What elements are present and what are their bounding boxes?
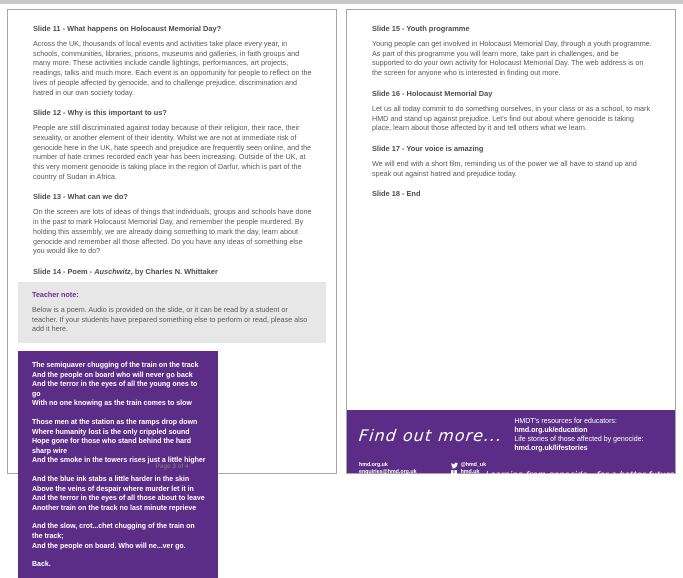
contact-details [359,462,417,482]
window-top-edge [0,0,683,4]
banner-tagline: Learning from genocide - for a better future [485,470,676,479]
page-number: Page 3 of 4 [155,463,189,470]
poem-stanza [32,522,206,551]
poem-stanza [32,475,206,513]
teacher-note-label: Teacher note: [32,289,79,299]
resource-label: HMDT's resources for educators: [514,418,617,425]
facebook-icon [451,469,458,476]
slide-note-heading: Slide 16 - Holocaust Memorial Day [372,88,493,98]
document-page-4 [346,9,676,482]
poem-line: Where humanity lost is the only crippled sound [32,428,190,436]
teacher-note-box [18,282,326,343]
slide-note-heading: Slide 12 - Why is this important to us? [33,108,167,118]
resource-url: hmd.org.uk/lifestories [514,445,588,452]
poem-line: And the smoke in the towers rises just a little higher [32,457,206,465]
social-handle: hmd.uk [460,469,480,475]
poem-line: Another train on the track no last minute reprieve [32,504,197,512]
document-page-3 [7,9,337,569]
heading-italic-title: Auschwitz [94,266,131,276]
poem-line: Those men at the station as the ramps drop down [32,419,198,427]
right-page-slide-notes [357,24,665,199]
poem-line: Above the veins of despair where murder let it in [32,485,194,493]
heading-prefix: Slide 14 - Poem - [33,266,95,276]
social-links [451,462,486,476]
poem-line: With no one knowing as the train comes to slow [32,400,192,408]
slide-note-heading: Slide 17 - Your voice is amazing [372,143,484,153]
twitter-icon [451,462,458,469]
contact-line: enquiries@hmd.org.uk [359,468,417,475]
poem-line: And the people on board who will never go back [32,371,193,379]
poem-stanzas [32,361,206,551]
slide-note-body: On the screen are lots of ideas of things that individuals, groups and schools have done in the past to mark Holocaust Memorial Day, and remember the people murdered. By holding this assembly, we are already doing something to mark the day, learn about genocide and remember all those affected. Do you have any ideas of something else you would like to do? [33,207,312,256]
find-out-more-banner [347,410,676,482]
poem-stanza [32,418,206,466]
teacher-note-body: Below is a poem. Audio is provided on the slide, or it can be read by a student or teacher. If your students have prepared something else to perform or read, please also add it here. [32,304,308,334]
banner-resource-line [514,417,667,435]
poem-line: The semiquaver chugging of the train on the track [32,362,199,370]
poem-stanza [32,361,206,409]
poem-line: And the people on board. Who will ne...ver go. [32,542,186,550]
slide-note-heading: Slide 13 - What can we do? [33,192,128,202]
social-row [451,469,486,476]
left-page-slide-notes [18,24,326,277]
heading-suffix: , by Charles N. Whittaker [130,266,218,276]
slide-note-body: Let us all today commit to do something ourselves, in your class or as a school, to mark HMD and stand up against prejudice. Let's find out about where genocide is taking place, learn about those affected by it and tell others what we learn. [372,103,651,133]
slide-note-body: Across the UK, thousands of local events and activities take place every year, in schools, communities, libraries, prisons, museums and galleries, in faith groups and many more. These activities include candle lightings, performances, art projects, readings, talks and much more. Each event is an opportunity for people to reflect on the lives of people affected by genocide, and to challenge prejudice, discrimination and hatred in our own society today. [33,39,312,97]
banner-resource-links [514,417,667,453]
social-row [451,462,486,469]
banner-title: Find out more... [358,425,504,445]
facebook-glyph: f [451,470,457,476]
slide-note-body: Young people can get involved in Holocaust Memorial Day, through a youth programme. As part of this programme you will learn more, take part in challenges, and be supported to do your own activity for Holocaust Memorial Day. The web address is on the screen for anyone who is interested in finding out more. [372,39,652,78]
resource-label: Life stories of those affected by genocide: [514,436,644,443]
poem-line: Hope gone for those who stand behind the hard sharp wire [32,438,192,455]
slide-note-heading: Slide 18 - End [372,189,421,199]
slide-note-body: We will end with a short film, reminding us of the power we all have to stand up and speak out against hatred and prejudice today. [372,158,637,178]
slide-note-heading: Slide 11 - What happens on Holocaust Memorial Day? [33,24,222,33]
poem-line: And the blue ink stabs a little harder in the skin [32,476,190,483]
poem-line: And the terror in the eyes of all the young ones to go [32,381,198,398]
resource-url: hmd.org.uk/education [514,427,588,434]
contact-line: 020 7785 7029 [359,475,395,482]
poem-line: And the slow, crot...chet chugging of the train on the track; [32,523,195,540]
contact-line: hmd.org.uk [359,462,388,468]
banner-resource-line [514,435,667,453]
poem-line: And the terror in the eyes of all those about to leave [32,495,205,503]
slide-note-heading [33,267,313,277]
social-handle: @hmd_uk [460,462,487,468]
slide-note-heading: Slide 15 - Youth programme [372,24,470,33]
poem-closing: Back. [32,561,51,569]
slide-note-body: People are still discriminated against today because of their religion, their race, their sexuality, or another element of their identity. Whilst we are not at immediate risk of genocide here in the UK, hate speech and prejudice are frequently seen online, and the number of hate crimes recorded each year has been increasing. Outside of the UK, at this very moment genocide is taking place in the region of Darfur, which is part of the country of Sudan in Africa. [33,123,312,181]
